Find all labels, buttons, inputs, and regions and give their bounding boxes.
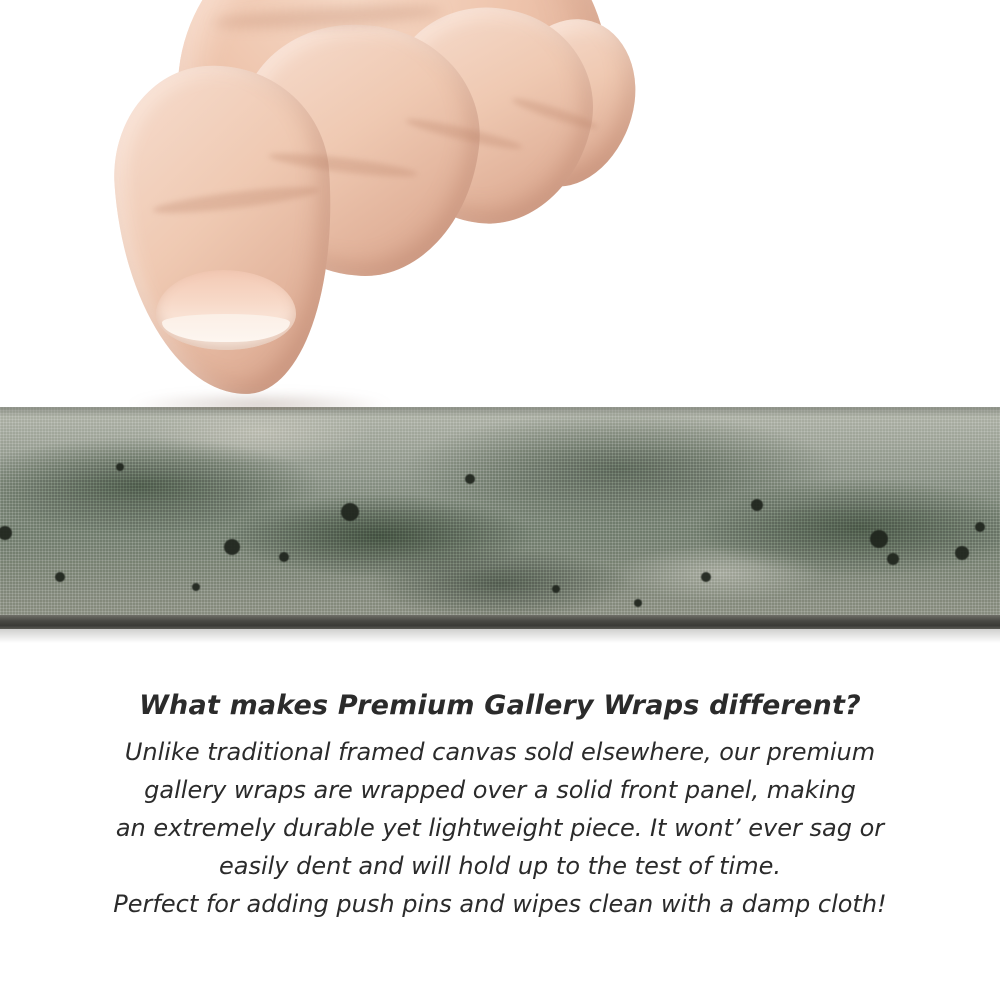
canvas-wrap-icon xyxy=(0,407,1000,629)
caption-line: an extremely durable yet lightweight piece. It wont’ ever sag or xyxy=(115,814,885,842)
canvas-speckle xyxy=(870,530,888,548)
canvas-speckle xyxy=(751,499,763,511)
canvas-speckle xyxy=(634,599,642,607)
canvas-speckle xyxy=(55,572,65,582)
canvas-speckle xyxy=(465,474,475,484)
caption-block xyxy=(0,690,1000,923)
caption-line: Unlike traditional framed canvas sold elsewhere, our premium xyxy=(124,738,876,766)
canvas-speckle xyxy=(701,572,711,582)
canvas-speckle xyxy=(955,546,969,560)
canvas-speckle xyxy=(192,583,200,591)
caption-body xyxy=(0,733,1000,923)
canvas-speckle xyxy=(279,552,289,562)
canvas-speckle xyxy=(975,522,985,532)
caption-title: What makes Premium Gallery Wraps different? xyxy=(139,690,861,721)
canvas-drop-shadow xyxy=(0,629,1000,643)
canvas-speckle xyxy=(887,553,899,565)
canvas-speckle xyxy=(552,585,560,593)
finger-contact-shadow xyxy=(130,392,390,410)
canvas-wrap-face xyxy=(0,407,1000,615)
canvas-weave-texture xyxy=(0,407,1000,615)
caption-line: easily dent and will hold up to the test of time. xyxy=(218,852,781,880)
caption-line: gallery wraps are wrapped over a solid front panel, making xyxy=(144,776,856,804)
canvas-speckle xyxy=(341,503,359,521)
caption-line: Perfect for adding push pins and wipes clean with a damp cloth! xyxy=(113,890,887,918)
hand-photo-region xyxy=(0,0,1000,410)
canvas-speckle xyxy=(116,463,124,471)
hand-icon xyxy=(118,0,608,410)
canvas-speckle xyxy=(224,539,240,555)
canvas-wrap-edge xyxy=(0,615,1000,629)
